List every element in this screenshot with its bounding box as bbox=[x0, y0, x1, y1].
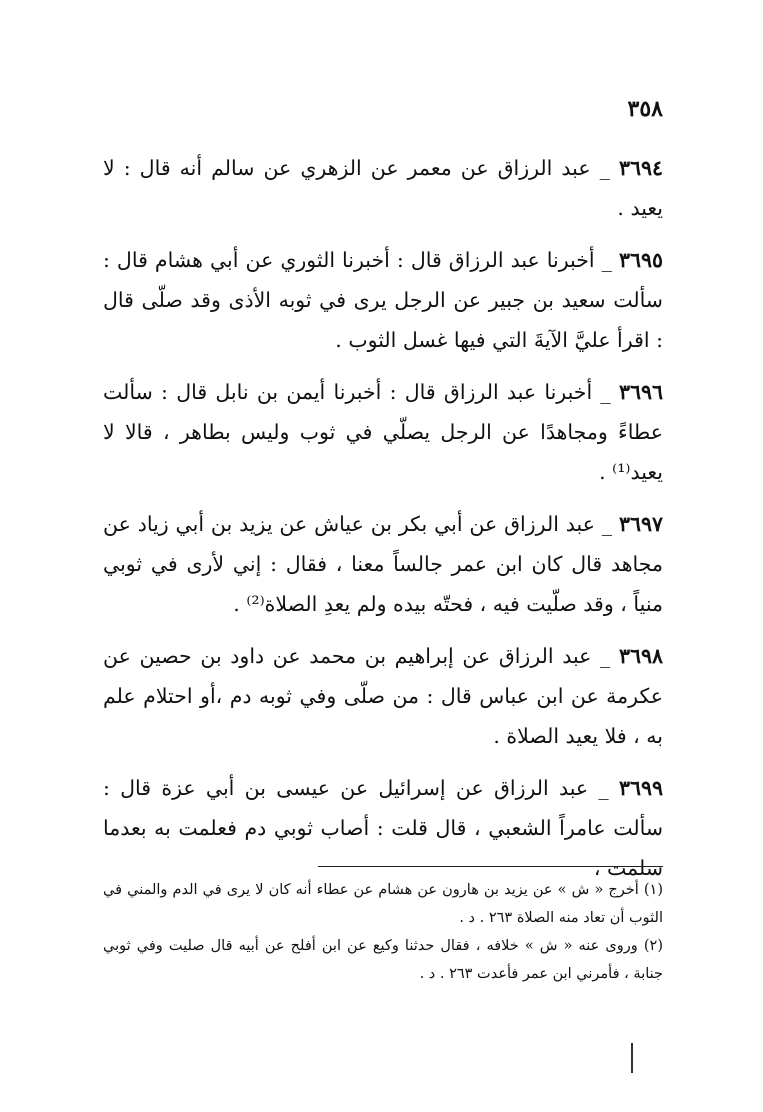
hadith-number: ٣٦٩٨ bbox=[618, 644, 663, 668]
hadith-text: عبد الرزاق عن أبي بكر بن عياش عن يزيد بن أبي زياد عن مجاهد قال كان ابن عمر جالساً معنا ، فقال : إني لأرى في ثوبي منياً ، وقد صلّيت فيه ، فحتّه بيده ولم يعدِ الصلاة⁽²⁾ . bbox=[103, 512, 663, 616]
dash: _ bbox=[591, 644, 611, 668]
hadith-number: ٣٦٩٥ bbox=[618, 248, 663, 272]
hadith-text: أخبرنا عبد الرزاق قال : أخبرنا الثوري عن أبي هشام قال : سألت سعيد بن جبير عن الرجل يرى في ثوبه الأذى وقد صلّى قال : اقرأ عليَّ الآيةَ التي فيها غسل الثوب . bbox=[103, 248, 663, 352]
footnote-marker: (١) bbox=[643, 882, 664, 898]
footnote-text: وروى عنه « ش » خلافه ، فقال حدثنا وكيع عن ابن أفلح عن أبيه قال صليت وفي ثوبي جنابة ، فأمرني ابن عمر فأعدت ٢٦٣ . د . bbox=[103, 938, 663, 982]
hadith-paragraph bbox=[103, 240, 663, 360]
dash: _ bbox=[592, 380, 611, 404]
hadith-text: عبد الرزاق عن إبراهيم بن محمد عن داود بن حصين عن عكرمة عن ابن عباس قال : من صلّى وفي ثوبه دم ،أو احتلام علم به ، فلا يعيد الصلاة . bbox=[103, 644, 663, 748]
page-number: ٣٥٨ bbox=[627, 96, 663, 122]
hadith-paragraph bbox=[103, 768, 663, 888]
hadith-paragraph bbox=[103, 148, 663, 228]
footnote-divider bbox=[318, 866, 663, 867]
dash: _ bbox=[594, 248, 612, 272]
dash: _ bbox=[588, 776, 609, 800]
footnote bbox=[103, 876, 663, 932]
hadith-paragraph bbox=[103, 372, 663, 492]
hadith-text: عبد الرزاق عن معمر عن الزهري عن سالم أنه قال : لا يعيد . bbox=[103, 156, 663, 220]
footnote-marker: (٢) bbox=[643, 938, 664, 954]
dash: _ bbox=[594, 512, 613, 536]
hadith-number: ٣٦٩٩ bbox=[618, 776, 663, 800]
hadith-paragraph bbox=[103, 636, 663, 756]
hadith-number: ٣٦٩٤ bbox=[618, 156, 663, 180]
hadith-text: عبد الرزاق عن إسرائيل عن عيسى بن أبي عزة قال : سألت عامراً الشعبي ، قال قلت : أصاب ثوبي دم فعلمت به بعدما سلمت ، bbox=[103, 776, 663, 880]
hadith-number: ٣٦٩٦ bbox=[618, 380, 663, 404]
footnote-text: أخرج « ش » عن يزيد بن هارون عن هشام عن عطاء أنه كان لا يرى في الدم والمني في الثوب أن تعاد منه الصلاة ٢٦٣ . د . bbox=[103, 882, 663, 926]
hadith-number: ٣٦٩٧ bbox=[618, 512, 663, 536]
dash: _ bbox=[590, 156, 610, 180]
hadith-paragraph bbox=[103, 504, 663, 624]
hadith-text: أخبرنا عبد الرزاق قال : أخبرنا أيمن بن نابل قال : سألت عطاءً ومجاهدًا عن الرجل يصلّي في ثوب وليس بطاهر ، قالا لا يعيد⁽¹⁾ . bbox=[103, 380, 663, 484]
main-text bbox=[103, 148, 663, 900]
footnotes bbox=[103, 876, 663, 988]
footnote bbox=[103, 932, 663, 988]
margin-mark bbox=[631, 1043, 633, 1073]
